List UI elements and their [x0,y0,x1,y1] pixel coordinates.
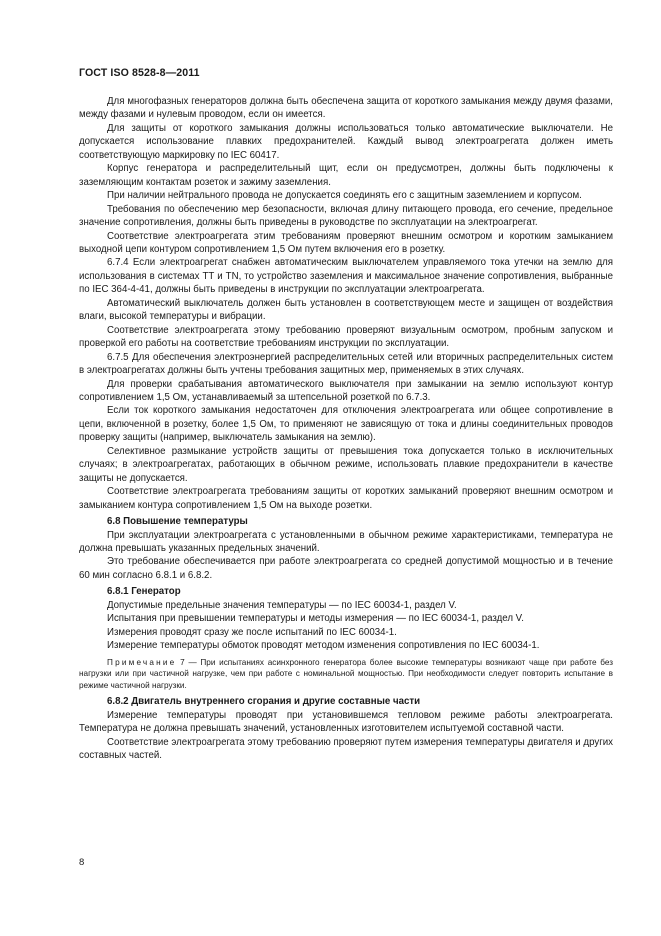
body-paragraph: Соответствие электроагрегата этим требованиям проверяют внешним осмотром и коротким замыканием выходной цепи контуром сопротивлением 1,5 Ом путем включения его в розетку. [79,230,613,255]
section-heading: 6.8.1 Генератор [107,586,181,598]
body-paragraph: Соответствие электроагрегата этому требованию проверяют визуальным осмотром, пробным запуском и проверкой его работы на соответствие требованиям инструкции по эксплуатации. [79,324,613,350]
body-paragraph: Измерение температуры обмоток проводят методом изменения сопротивления по IEC 60034-1. [107,640,540,652]
body-paragraph: Испытания при превышении температуры и методы измерения — по IEC 60034-1, раздел V. [107,613,524,625]
body-paragraph: 6.7.4 Если электроагрегат снабжен автоматическим выключателем управляемого тока утечки на землю для использования в системах TT и TN, то устройство заземления и максимальное значение сопротивления, выбранные по IEC 364-4-41, должны быть приведены в инструкции по эксплуатации электроагрегата. [79,257,613,296]
body-paragraph: Допустимые предельные значения температуры — по IEC 60034-1, раздел V. [107,599,457,611]
section-heading: 6.8.2 Двигатель внутреннего сгорания и другие составные части [107,696,421,708]
body-paragraph: Соответствие электроагрегата требованиям защиты от коротких замыканий проверяют внешним осмотром и замыканием контура сопротивлением 1,5 Ом на выходе розетки. [79,486,613,511]
page-number: 8 [79,857,85,868]
body-paragraph: Для защиты от короткого замыкания должны использоваться только автоматические выключатели. Не допускается использование плавких предохранителей. Каждый вывод электроагрегата должен иметь соответствующую маркировку по IEC 60417. [79,122,613,161]
body-paragraph: При наличии нейтрального провода не допускается соединять его с защитным заземлением и корпусом. [107,190,582,202]
body-paragraph: Автоматический выключатель должен быть установлен в соответствующем месте и защищен от воздействия влаги, высокой температуры и вибрации. [79,297,613,323]
body-paragraph: Корпус генератора и распределительный щит, если он предусмотрен, должны быть подключены к заземляющим контактам розеток и зажиму заземления. [79,163,613,188]
body-paragraph: Измерение температуры проводят при установившемся тепловом режиме работы электроагрегата. Температура не должна превышать значений, установленных изготовителем испытуемой составной части. [79,709,613,735]
body-paragraph: Селективное размыкание устройств защиты от превышения тока допускается только в исключительных случаях; в электроагрегатах, работающих в обычном режиме, использовать плавкие предохранители в качестве защиты не допускается. [79,445,613,484]
body-paragraph: Для многофазных генераторов должна быть обеспечена защита от короткого замыкания между двумя фазами, между фазами и нулевым проводом, если он имеется. [79,96,613,121]
note-paragraph [79,657,613,692]
body-paragraph: Это требование обеспечивается при работе электроагрегата со средней допустимой мощностью и в течение 60 мин согласно 6.8.1 и 6.8.2. [79,556,613,581]
body-paragraph: Требования по обеспечению мер безопасности, включая длину питающего провода, его сечение, предельное значение сопротивления, должны быть приведены в руководстве по эксплуатации на электроагрегат. [79,203,613,229]
document-body [79,95,613,763]
note-text: 7 — При испытаниях асинхронного генератора более высокие температуры возникают чаще при работе без нагрузки или при частичной нагрузке, чем при работе с номинальной мощностью. При необходимости следует повторить испытание в режиме частичной нагрузки. [79,657,613,690]
body-paragraph: При эксплуатации электроагрегата с установленными в обычном режиме характеристиками, температура не должна превышать указанных предельных значений. [79,529,613,554]
standard-header: ГОСТ ISO 8528-8—2011 [79,67,200,79]
body-paragraph: 6.7.5 Для обеспечения электроэнергией распределительных сетей или вторичных распределительных систем в электроагрегатах должны быть учтены требования защитных мер, применяемых в этих случаях. [79,351,613,377]
body-paragraph: Для проверки срабатывания автоматического выключателя при замыкании на землю используют контур сопротивлением 1,5 Ом, устанавливаемый за штепсельной розеткой по 6.7.3. [79,378,613,403]
body-paragraph: Измерения проводят сразу же после испытаний по IEC 60034-1. [107,626,397,638]
section-heading: 6.8 Повышение температуры [107,516,248,528]
body-paragraph: Соответствие электроагрегата этому требованию проверяют путем измерения температуры двигателя и других составных частей. [79,736,613,762]
body-paragraph: Если ток короткого замыкания недостаточен для отключения электроагрегата или общее сопротивление в цепи, включенной в розетку, более 1,5 Ом, то применяют не зависящую от тока и длины соединительных проводов проверку защиты (например, выключатель замыкания на землю). [79,405,613,444]
note-label: Примечание [107,657,177,667]
